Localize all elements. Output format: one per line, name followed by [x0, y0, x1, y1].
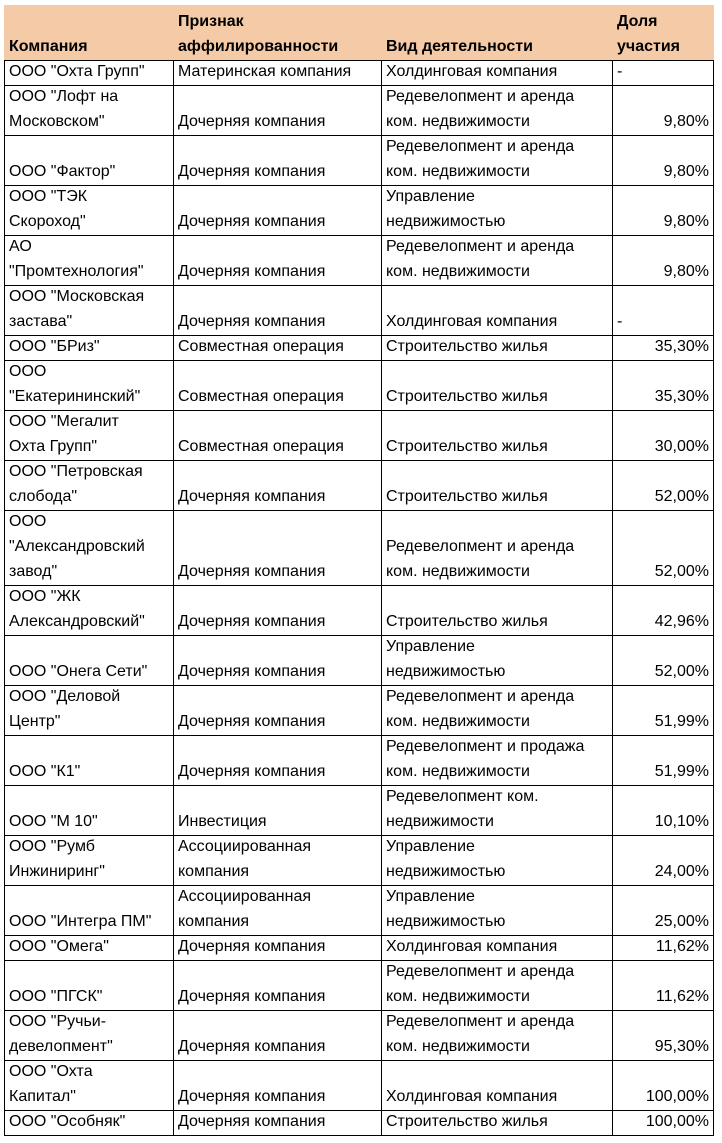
company-cell: ООО "ПГСК": [4, 961, 174, 1010]
table-row: [4, 1011, 714, 1061]
share-cell: 11,62%: [613, 936, 714, 960]
share-cell: 9,80%: [613, 136, 714, 185]
table-row: [4, 336, 714, 361]
share-cell: 9,80%: [613, 186, 714, 235]
table-row: [4, 186, 714, 236]
company-cell: ООО "Петровская слобода": [4, 461, 174, 510]
affiliation-cell: Дочерняя компания: [174, 511, 382, 585]
activity-cell: Редевелопмент и продажа ком. недвижимости: [382, 736, 613, 785]
company-cell: ООО "Онега Сети": [4, 636, 174, 685]
table-row: [4, 461, 714, 511]
affiliation-cell: Дочерняя компания: [174, 1011, 382, 1060]
table-row: [4, 636, 714, 686]
affiliation-cell: Инвестиция: [174, 786, 382, 835]
activity-cell: Редевелопмент и аренда ком. недвижимости: [382, 136, 613, 185]
affiliation-cell: Совместная операция: [174, 411, 382, 460]
activity-cell: Управление недвижимостью: [382, 886, 613, 935]
activity-cell: Редевелопмент ком. недвижимости: [382, 786, 613, 835]
activity-cell: Строительство жилья: [382, 1111, 613, 1135]
activity-cell: Редевелопмент и аренда ком. недвижимости: [382, 511, 613, 585]
affiliation-cell: Дочерняя компания: [174, 136, 382, 185]
affiliation-cell: Совместная операция: [174, 361, 382, 410]
activity-cell: Редевелопмент и аренда ком. недвижимости: [382, 1011, 613, 1060]
activity-cell: Управление недвижимостью: [382, 186, 613, 235]
activity-cell: Строительство жилья: [382, 336, 613, 360]
share-cell: 95,30%: [613, 1011, 714, 1060]
company-cell: ООО "Московская застава": [4, 286, 174, 335]
share-cell: 9,80%: [613, 86, 714, 135]
company-cell: ООО "М 10": [4, 786, 174, 835]
share-cell: 51,99%: [613, 736, 714, 785]
share-cell: -: [613, 286, 714, 335]
activity-cell: Строительство жилья: [382, 461, 613, 510]
company-cell: АО "Промтехнология": [4, 236, 174, 285]
share-cell: 100,00%: [613, 1111, 714, 1135]
company-cell: ООО "К1": [4, 736, 174, 785]
share-cell: 9,80%: [613, 236, 714, 285]
share-cell: 11,62%: [613, 961, 714, 1010]
affiliation-cell: Дочерняя компания: [174, 1111, 382, 1135]
table-body: [4, 61, 714, 1136]
activity-cell: Холдинговая компания: [382, 286, 613, 335]
table-row: [4, 736, 714, 786]
table-row: [4, 886, 714, 936]
activity-cell: Управление недвижимостью: [382, 636, 613, 685]
company-cell: ООО "Александровский завод": [4, 511, 174, 585]
company-cell: ООО "Ручьи- девелопмент": [4, 1011, 174, 1060]
affiliation-cell: Дочерняя компания: [174, 636, 382, 685]
company-cell: ООО "Особняк": [4, 1111, 174, 1135]
table-row: [4, 1061, 714, 1111]
share-cell: -: [613, 61, 714, 85]
table-row: [4, 361, 714, 411]
company-cell: ООО "Охта Капитал": [4, 1061, 174, 1110]
table-row: [4, 1111, 714, 1136]
company-cell: ООО "Омега": [4, 936, 174, 960]
affiliation-cell: Дочерняя компания: [174, 86, 382, 135]
company-cell: ООО "ТЭК Скороход": [4, 186, 174, 235]
table-row: [4, 61, 714, 86]
company-cell: ООО "Охта Групп": [4, 61, 174, 85]
affiliation-cell: Дочерняя компания: [174, 586, 382, 635]
affiliation-cell: Дочерняя компания: [174, 286, 382, 335]
share-cell: 30,00%: [613, 411, 714, 460]
header-activity: Вид деятельности: [386, 38, 533, 55]
table-header-row: [4, 5, 714, 61]
activity-cell: Редевелопмент и аренда ком. недвижимости: [382, 86, 613, 135]
share-cell: 35,30%: [613, 361, 714, 410]
table-row: [4, 686, 714, 736]
affiliation-cell: Дочерняя компания: [174, 961, 382, 1010]
share-cell: 52,00%: [613, 636, 714, 685]
table-row: [4, 836, 714, 886]
table-row: [4, 236, 714, 286]
company-cell: ООО "Деловой Центр": [4, 686, 174, 735]
company-cell: ООО "ЖК Александровский": [4, 586, 174, 635]
activity-cell: Холдинговая компания: [382, 936, 613, 960]
affiliation-cell: Дочерняя компания: [174, 236, 382, 285]
activity-cell: Строительство жилья: [382, 411, 613, 460]
share-cell: 25,00%: [613, 886, 714, 935]
affiliation-cell: Материнская компания: [174, 61, 382, 85]
share-cell: 24,00%: [613, 836, 714, 885]
activity-cell: Редевелопмент и аренда ком. недвижимости: [382, 686, 613, 735]
activity-cell: Строительство жилья: [382, 361, 613, 410]
table-row: [4, 411, 714, 461]
affiliation-cell: Дочерняя компания: [174, 936, 382, 960]
affiliates-table: [4, 5, 714, 1136]
company-cell: ООО "Лофт на Московском": [4, 86, 174, 135]
affiliation-cell: Дочерняя компания: [174, 186, 382, 235]
affiliation-cell: Дочерняя компания: [174, 736, 382, 785]
affiliation-cell: Дочерняя компания: [174, 461, 382, 510]
table-row: [4, 136, 714, 186]
activity-cell: Холдинговая компания: [382, 1061, 613, 1110]
affiliation-cell: Ассоциированная компания: [174, 886, 382, 935]
table-row: [4, 961, 714, 1011]
activity-cell: Управление недвижимостью: [382, 836, 613, 885]
header-affiliation: Признак аффилированности: [178, 13, 339, 55]
share-cell: 35,30%: [613, 336, 714, 360]
share-cell: 52,00%: [613, 461, 714, 510]
activity-cell: Холдинговая компания: [382, 61, 613, 85]
activity-cell: Редевелопмент и аренда ком. недвижимости: [382, 236, 613, 285]
table-row: [4, 786, 714, 836]
company-cell: ООО "Фактор": [4, 136, 174, 185]
company-cell: ООО "Екатерининский": [4, 361, 174, 410]
table-row: [4, 586, 714, 636]
company-cell: ООО "Румб Инжиниринг": [4, 836, 174, 885]
share-cell: 42,96%: [613, 586, 714, 635]
affiliation-cell: Совместная операция: [174, 336, 382, 360]
affiliation-cell: Дочерняя компания: [174, 686, 382, 735]
share-cell: 52,00%: [613, 511, 714, 585]
affiliation-cell: Дочерняя компания: [174, 1061, 382, 1110]
company-cell: ООО "Мегалит Охта Групп": [4, 411, 174, 460]
share-cell: 100,00%: [613, 1061, 714, 1110]
header-share: Доля участия: [617, 13, 680, 55]
share-cell: 51,99%: [613, 686, 714, 735]
table-row: [4, 936, 714, 961]
table-row: [4, 86, 714, 136]
table-row: [4, 286, 714, 336]
company-cell: ООО "Интегра ПМ": [4, 886, 174, 935]
activity-cell: Строительство жилья: [382, 586, 613, 635]
header-company: Компания: [9, 38, 88, 55]
company-cell: ООО "БРиз": [4, 336, 174, 360]
affiliation-cell: Ассоциированная компания: [174, 836, 382, 885]
activity-cell: Редевелопмент и аренда ком. недвижимости: [382, 961, 613, 1010]
table-row: [4, 511, 714, 586]
share-cell: 10,10%: [613, 786, 714, 835]
